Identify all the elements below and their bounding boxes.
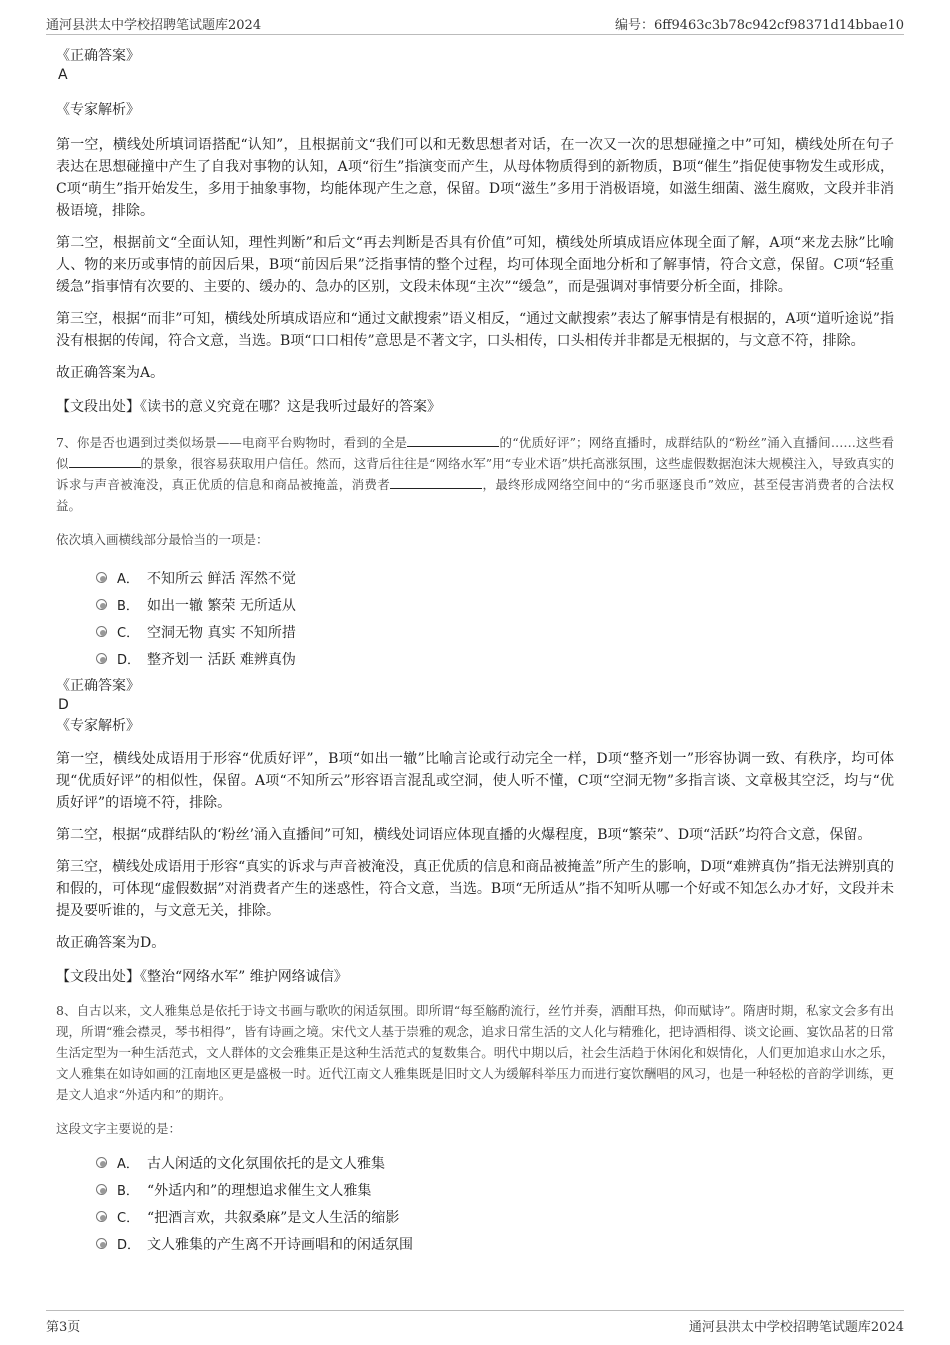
page-header [46, 12, 904, 35]
q6-conclusion: 故正确答案为A。 [56, 365, 165, 381]
radio-icon[interactable] [96, 599, 107, 610]
q7-stem-part3: 的景象，很容易获取用户信任。然而，这背后往往是“网络水军”用“专业术语”烘托高涨氛围，这些虚假数据泡沫大规模注入，导致真实的诉求与声音被淹没，真正优质的信息和商品被掩盖，消费者 [56, 456, 894, 492]
radio-icon[interactable] [96, 1211, 107, 1222]
q7-option-d[interactable]: D． 整齐划一 活跃 难辨真伪 [56, 645, 894, 672]
q7-analysis-p1: 第一空，横线处成语用于形容“优质好评”，B项“如出一辙”比喻言论或行动完全一样，D项“整齐划一”形容协调一致、有秩序，均可体现“优质好评”的相似性，保留。A项“不知所云”形容语言混乱或空洞，使人听不懂，C项“空洞无物”多指言谈、文章极其空泛，均与“优质好评”的语境不符，排除。 [56, 751, 894, 811]
q8-stem: 8、自古以来，文人雅集总是依托于诗文书画与歌吹的闲适氛围。即所谓“每至觞酌流行，丝竹并奏，酒酣耳热，仰而赋诗”。隋唐时期，私家文会多有出现，所谓“雅会襟灵，琴书相得”，皆有诗画之境。宋代文人基于崇雅的观念，追求日常生活的文人化与精雅化，把诗酒相得、谈文论画、宴饮品茗的日常生活定型为一种生活范式，文人群体的文会雅集正是这种生活范式的复数集合。明代中期以后，社会生活趋于休闲化和娱情化，人们更加追求山水之乐，文人雅集在如诗如画的江南地区更是盛极一时。近代江南文人雅集既是旧时文人为缓解科举压力而进行宴饮酬唱的风习，也是一种轻松的音韵学训练，更是文人追求“外适内和”的期许。 [56, 1003, 894, 1102]
page-content [56, 46, 894, 1257]
header-title: 通河县洪太中学校招聘笔试题库2024 [46, 17, 262, 33]
q7-stem [56, 432, 894, 516]
q6-analysis-p3: 第三空，根据“而非”可知，横线处所填成语应和“通过文献搜索”语义相反，“通过文献搜索”表达了解事情是有根据的，A项“道听途说”指没有根据的传闻，符合文意，当选。B项“口口相传”意思是不著文字，口头相传，口头相传并非都是无根据的，与文意不符，排除。 [56, 311, 894, 349]
q7-stem-part1: 7、你是否也遇到过类似场景——电商平台购物时，看到的全是 [56, 435, 408, 450]
q7-analysis-label: 《专家解析》 [56, 718, 140, 734]
q7-conclusion: 故正确答案为D。 [56, 935, 166, 951]
q7-options [56, 564, 894, 672]
q7-prompt: 依次填入画横线部分最恰当的一项是： [56, 532, 269, 547]
radio-icon[interactable] [96, 653, 107, 664]
q6-analysis-p1: 第一空，横线处所填词语搭配“认知”，且根据前文“我们可以和无数思想者对话，在一次又一次的思想碰撞之中”可知，横线处所在句子表达在思想碰撞中产生了自我对事物的认知，A项“衍生”指演变而产生，从母体物质得到的新物质，B项“催生”指促使事物发生或形成，C项“萌生”指开始发生，多用于抽象事物，均能体现产生之意，保留。D项“滋生”多用于消极语境，如滋生细菌、滋生腐败，文段并非消极语境，排除。 [56, 137, 894, 219]
q6-analysis-label: 《专家解析》 [56, 102, 140, 118]
q7-option-b[interactable]: B． 如出一辙 繁荣 无所适从 [56, 591, 894, 618]
q7-blank-2 [69, 454, 141, 468]
q7-source: 【文段出处】《整治“网络水军” 维护网络诚信》 [56, 969, 348, 985]
radio-icon[interactable] [96, 1157, 107, 1168]
q7-answer-label: 《正确答案》 [56, 678, 140, 694]
q7-answer: D [58, 697, 69, 713]
page-number: 第3页 [46, 1320, 81, 1335]
radio-icon[interactable] [96, 626, 107, 637]
header-doc-id: 编号：6ff9463c3b78c942cf98371d14bbae10 [614, 17, 904, 33]
q6-analysis-p2: 第二空，根据前文“全面认知，理性判断”和后文“再去判断是否具有价值”可知，横线处所填成语应体现全面了解，A项“来龙去脉”比喻人、物的来历或事情的前因后果，B项“前因后果”泛指事情的整个过程，均可体现全面地分析和了解事情，符合文意，保留。C项“轻重缓急”指事情有次要的、主要的、缓办的、急办的区别，文段未体现“主次”“缓急”，而是强调对事情要分析全面，排除。 [56, 235, 894, 295]
q8-option-d[interactable]: D． 文人雅集的产生离不开诗画唱和的闲适氛围 [56, 1230, 894, 1257]
q6-answer-label: 《正确答案》 [56, 48, 140, 64]
q7-option-c[interactable]: C． 空洞无物 真实 不知所措 [56, 618, 894, 645]
q7-blank-1 [407, 433, 499, 447]
q8-options [56, 1149, 894, 1257]
footer-title: 通河县洪太中学校招聘笔试题库2024 [688, 1320, 904, 1335]
q7-blank-3 [390, 475, 482, 489]
q6-source: 【文段出处】《读书的意义究竟在哪？这是我听过最好的答案》 [56, 399, 441, 415]
q8-option-a[interactable]: A． 古人闲适的文化氛围依托的是文人雅集 [56, 1149, 894, 1176]
q6-answer: A [58, 67, 68, 83]
q8-option-c[interactable]: C． “把酒言欢，共叙桑麻”是文人生活的缩影 [56, 1203, 894, 1230]
q7-stem-part2: 的“优质好评”；网络直播时，成群结队的“粉丝”涌入直播间……这些看似 [56, 435, 894, 471]
q8-option-b[interactable]: B． “外适内和”的理想追求催生文人雅集 [56, 1176, 894, 1203]
radio-icon[interactable] [96, 1184, 107, 1195]
radio-icon[interactable] [96, 1238, 107, 1249]
q7-option-a[interactable]: A． 不知所云 鲜活 浑然不觉 [56, 564, 894, 591]
page-footer [46, 1310, 904, 1335]
radio-icon[interactable] [96, 572, 107, 583]
q7-analysis-p2: 第二空，根据“成群结队的‘粉丝’涌入直播间”可知，横线处词语应体现直播的火爆程度，B项“繁荣”、D项“活跃”均符合文意，保留。 [56, 827, 872, 843]
q7-stem-part4: ，最终形成网络空间中的“劣币驱逐良币”效应，甚至侵害消费者的合法权益。 [56, 477, 894, 513]
q7-analysis-p3: 第三空，横线处成语用于形容“真实的诉求与声音被淹没，真正优质的信息和商品被掩盖”所产生的影响，D项“难辨真伪”指无法辨别真的和假的，可体现“虚假数据”对消费者产生的迷惑性，符合文意，当选。B项“无所适从”指不知听从哪一个好或不知怎么办才好，文段并未提及要听谁的，与文意无关，排除。 [56, 859, 894, 919]
q8-prompt: 这段文字主要说的是： [56, 1121, 182, 1136]
